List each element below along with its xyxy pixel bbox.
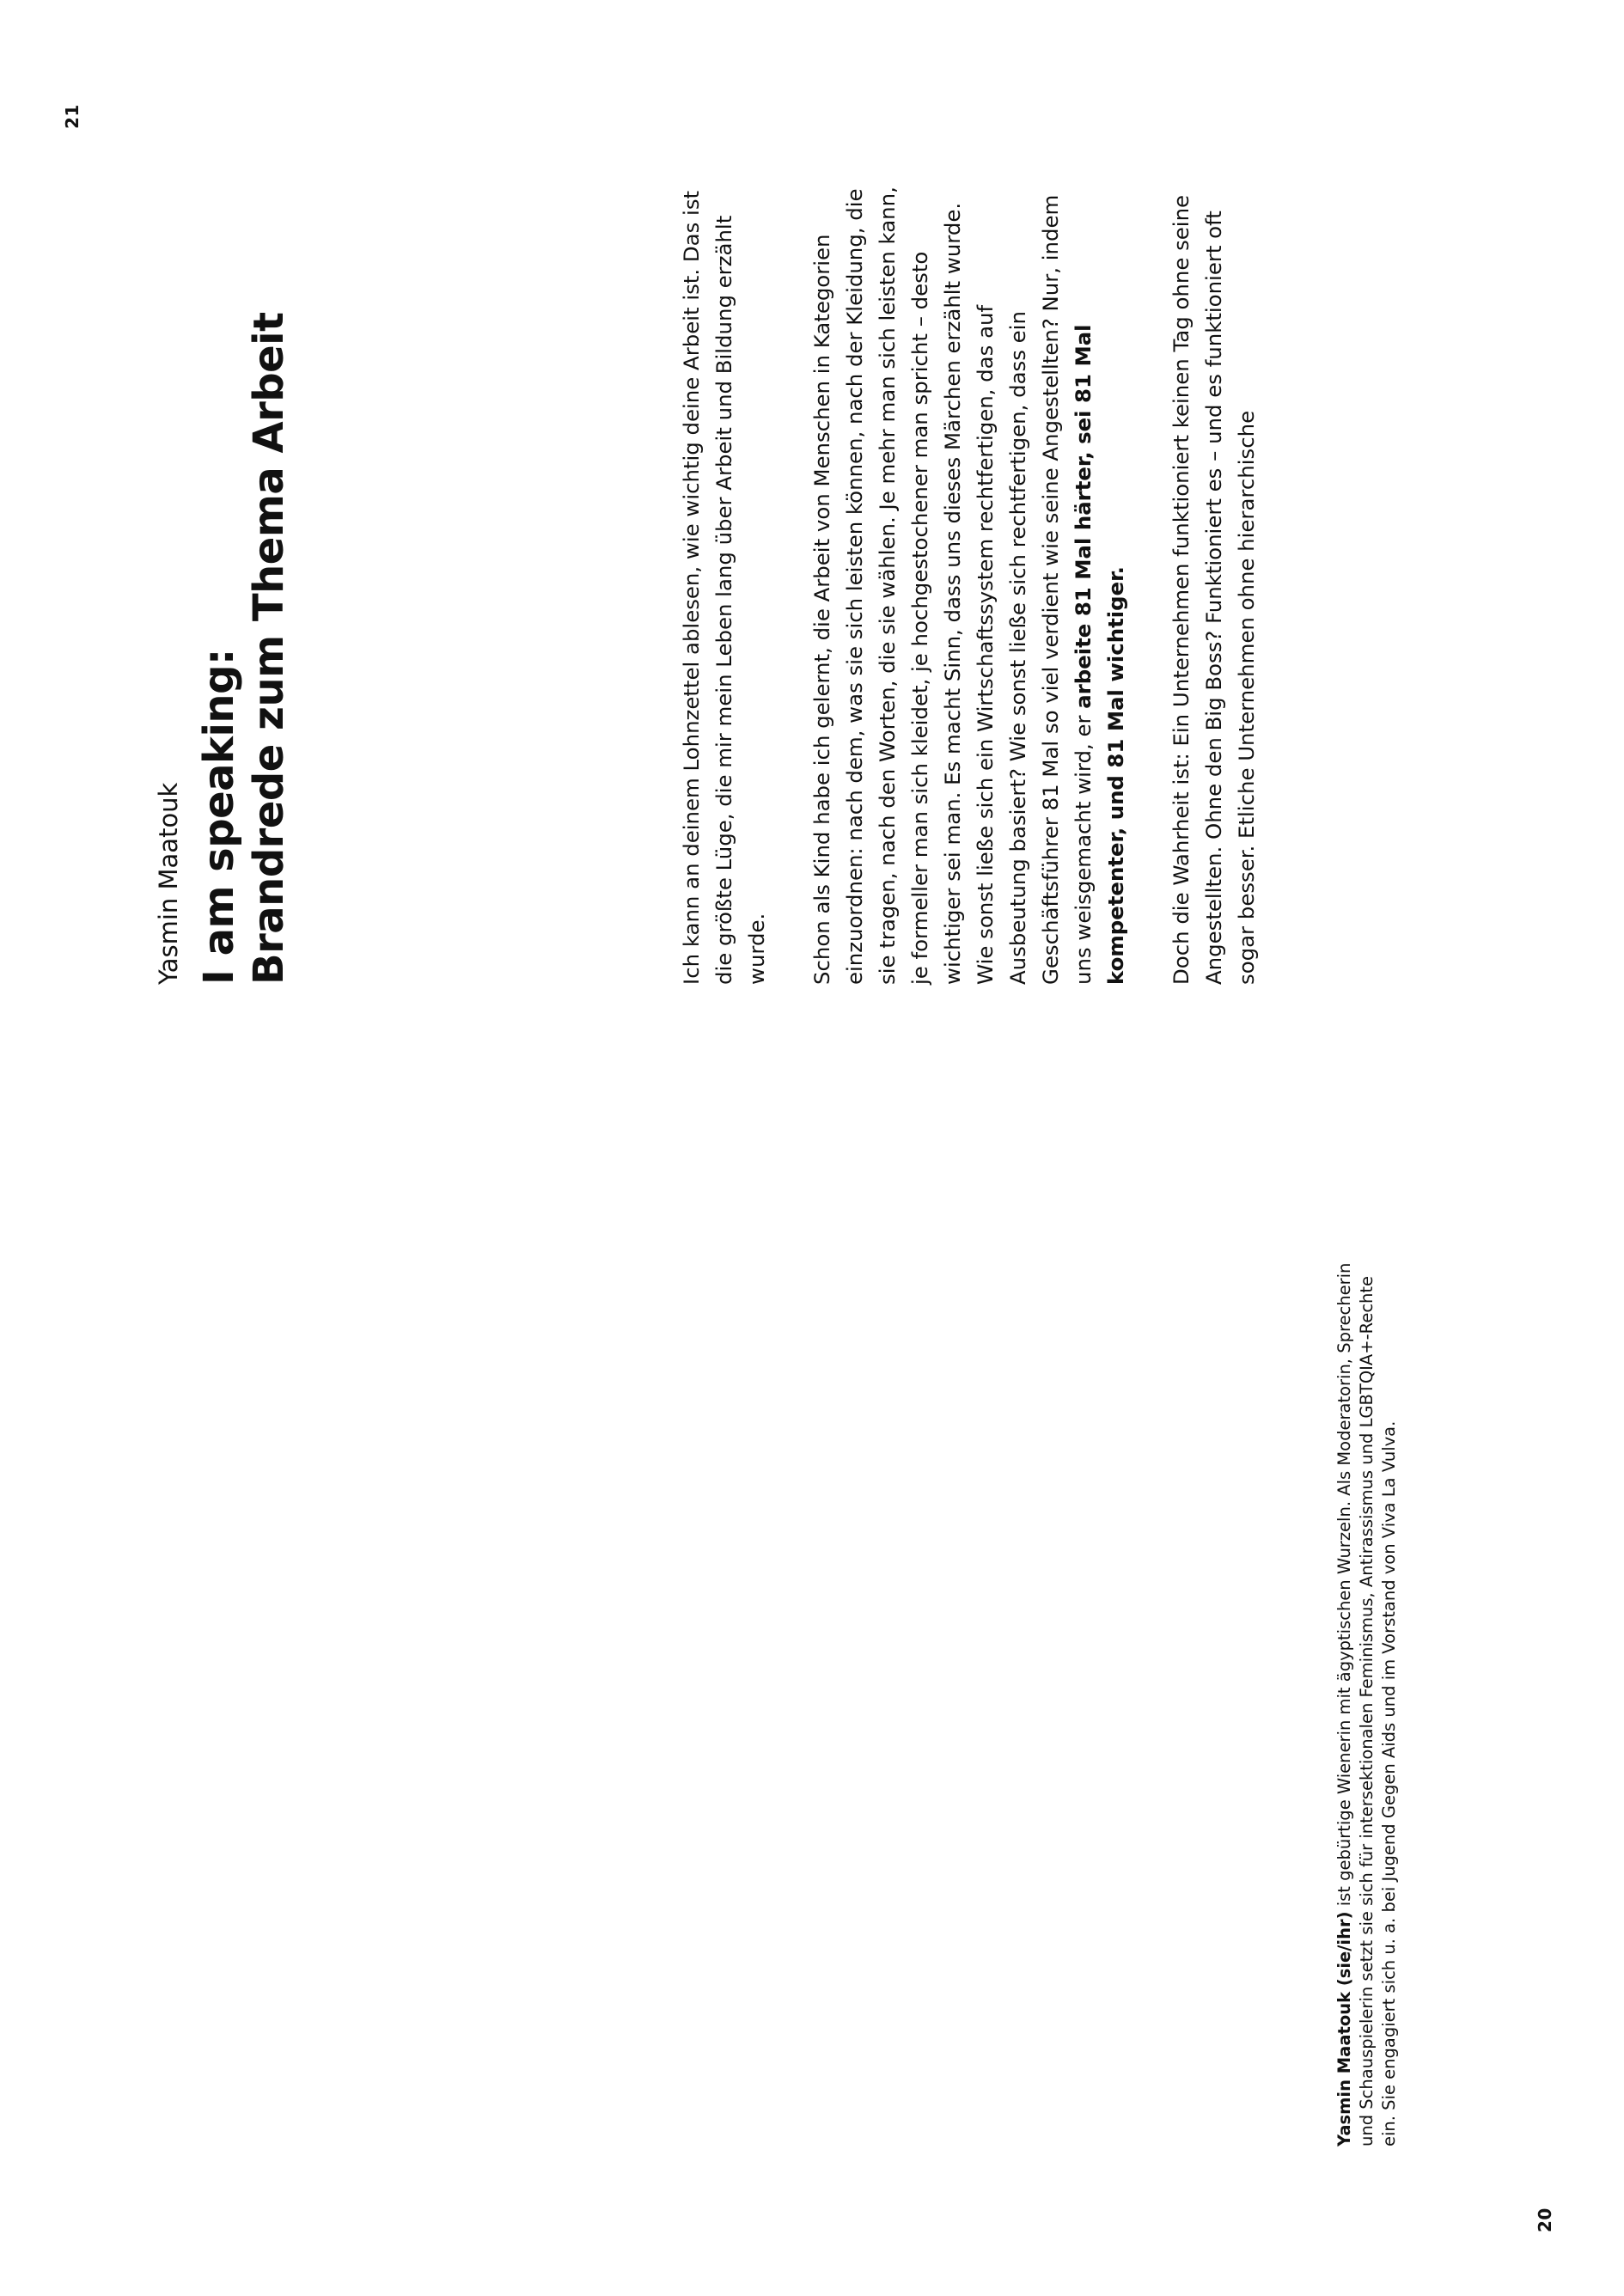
author-bio xyxy=(1334,1253,1401,2146)
paragraph-1: Ich kann an deinem Lohnzettel ablesen, wie wichtig deine Arbeit ist. Das ist die größte Lüge, die mir mein Leben lang über Arbeit und Bildung erzählt wurde. xyxy=(679,190,769,985)
article-body xyxy=(675,186,1296,985)
headline-line-2: Brandrede zum Thema Arbeit xyxy=(245,312,293,985)
bio-text: ist gebürtige Wienerin mit ägyptischen Wurzeln. Als Moderatorin, Sprecherin und Schauspielerin setzt sie sich für intersektionalen Feminismus, Antirassismus und LGBTQIA+-Rechte ein. Sie engagiert sich u. a. bei Jugend Gegen Aids und im Vorstand von Viva La Vulva. xyxy=(1334,1262,1399,2146)
paragraph-2-text: Schon als Kind habe ich gelernt, die Arbeit von Menschen in Kategorien einzuordnen: nach dem, was sie sich leisten können, nach der Kleidung, die sie tragen, nach den Worten, die sie wählen. Je mehr man sich leisten kann, je formeller man sich kleidet, je hochgestochener man spricht – desto wichtiger sei man. Es macht Sinn, dass uns dieses Märchen erzählt wurde. Wie sonst ließe sich ein Wirtschaftssystem rechtfertigen, das auf Ausbeutung basiert? Wie sonst ließe sich rechtfertigen, dass ein Geschäftsführer 81 Mal so viel verdient wie seine Angestellten? Nur, indem uns weisgemacht wird, er xyxy=(809,186,1096,985)
article-headline xyxy=(194,125,294,985)
paragraph-2 xyxy=(806,186,1133,985)
paragraph-3: Doch die Wahrheit ist: Ein Unternehmen funktioniert keinen Tag ohne seine Angestellten. Ohne den Big Boss? Funktioniert es – und es funktioniert oft sogar besser. Etliche Unternehmen ohne hierarchische xyxy=(1169,194,1259,985)
bio-name: Yasmin Maatouk (sie/ihr) xyxy=(1334,1911,1354,2146)
page-number-right: 21 xyxy=(62,104,82,129)
article-author: Yasmin Maatouk xyxy=(154,782,183,985)
paragraph-2-bold: arbeite 81 Mal härter, sei 81 Mal kompetenter, und 81 Mal wichtiger. xyxy=(1071,324,1128,985)
page-number-left: 20 xyxy=(1535,2207,1555,2232)
headline-line-1: I am speaking: xyxy=(195,649,243,985)
